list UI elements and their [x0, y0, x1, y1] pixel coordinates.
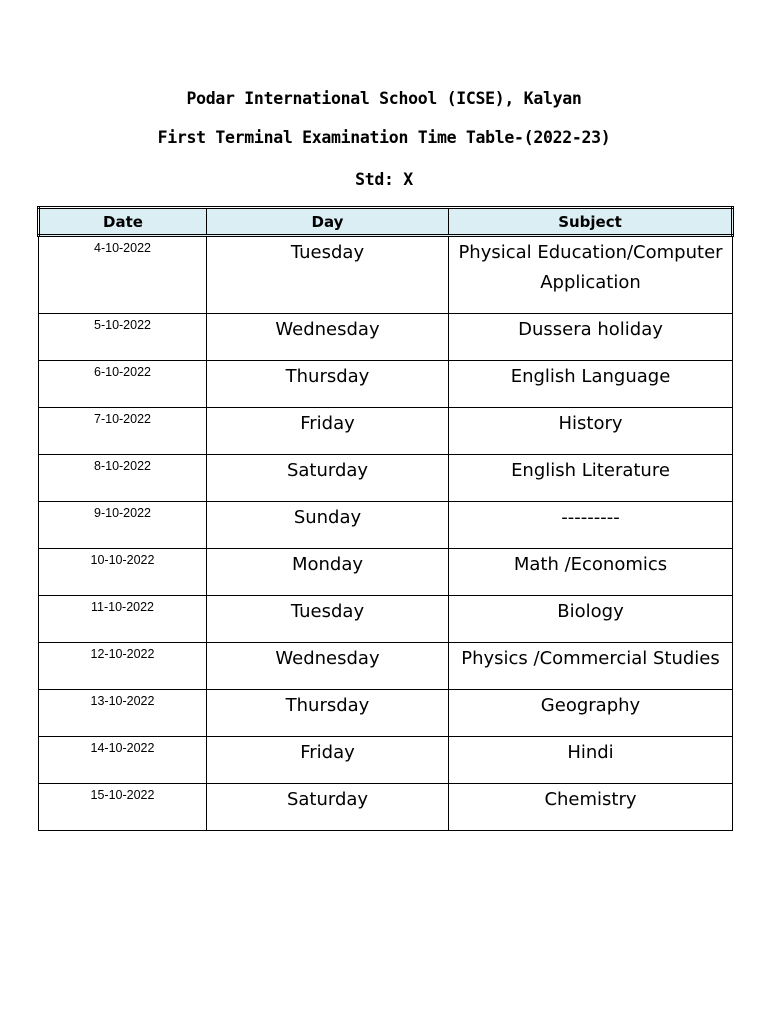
subject-cell: English Language [449, 361, 733, 408]
subject-cell: Physical Education/Computer Application [449, 236, 733, 314]
exam-title: First Terminal Examination Time Table-(2022-23) [157, 128, 611, 147]
day-cell: Friday [207, 408, 449, 455]
table-row [39, 690, 733, 737]
table-row [39, 502, 733, 549]
table-row [39, 314, 733, 361]
column-header-day: Day [207, 208, 449, 236]
table-row [39, 408, 733, 455]
day-cell: Saturday [207, 455, 449, 502]
date-cell: 13-10-2022 [39, 690, 207, 737]
subject-cell: Math /Economics [449, 549, 733, 596]
exam-timetable [37, 206, 734, 831]
table-row [39, 549, 733, 596]
day-cell: Friday [207, 737, 449, 784]
date-cell: 10-10-2022 [39, 549, 207, 596]
date-cell: 12-10-2022 [39, 643, 207, 690]
day-cell: Monday [207, 549, 449, 596]
column-header-subject: Subject [449, 208, 733, 236]
date-cell: 7-10-2022 [39, 408, 207, 455]
table-row [39, 361, 733, 408]
table-row [39, 596, 733, 643]
table-header-row [39, 208, 733, 236]
day-cell: Tuesday [207, 596, 449, 643]
day-cell: Tuesday [207, 236, 449, 314]
date-cell: 6-10-2022 [39, 361, 207, 408]
day-cell: Wednesday [207, 314, 449, 361]
date-cell: 15-10-2022 [39, 784, 207, 831]
subject-cell: Physics /Commercial Studies [449, 643, 733, 690]
day-cell: Saturday [207, 784, 449, 831]
school-name: Podar International School (ICSE), Kalyan [186, 89, 582, 108]
day-cell: Sunday [207, 502, 449, 549]
day-cell: Thursday [207, 690, 449, 737]
date-cell: 9-10-2022 [39, 502, 207, 549]
table-row [39, 643, 733, 690]
date-cell: 4-10-2022 [39, 236, 207, 314]
subject-cell: Chemistry [449, 784, 733, 831]
table-row [39, 784, 733, 831]
subject-cell: Biology [449, 596, 733, 643]
subject-cell: English Literature [449, 455, 733, 502]
date-cell: 8-10-2022 [39, 455, 207, 502]
table-row [39, 737, 733, 784]
date-cell: 14-10-2022 [39, 737, 207, 784]
date-cell: 11-10-2022 [39, 596, 207, 643]
column-header-date: Date [39, 208, 207, 236]
day-cell: Thursday [207, 361, 449, 408]
table-row [39, 455, 733, 502]
subject-cell: Hindi [449, 737, 733, 784]
subject-cell: --------- [449, 502, 733, 549]
day-cell: Wednesday [207, 643, 449, 690]
subject-cell: Dussera holiday [449, 314, 733, 361]
subject-cell: History [449, 408, 733, 455]
subject-cell: Geography [449, 690, 733, 737]
standard-label: Std: X [355, 170, 413, 189]
date-cell: 5-10-2022 [39, 314, 207, 361]
table-row [39, 236, 733, 314]
